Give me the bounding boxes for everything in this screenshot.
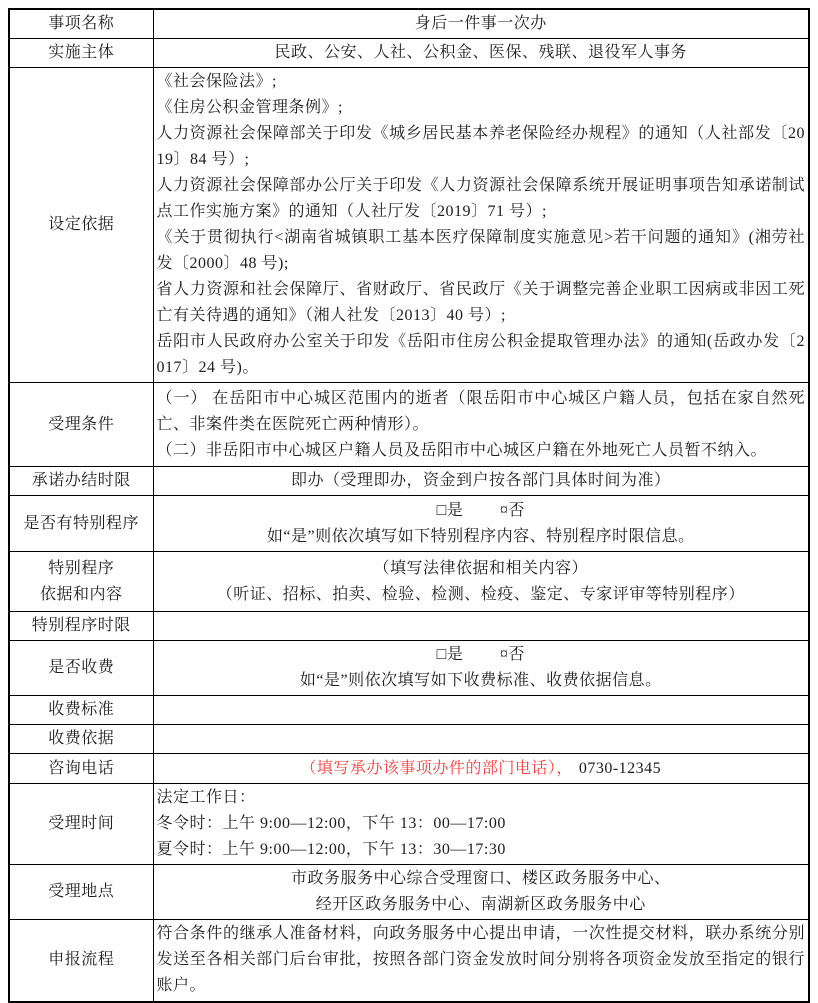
consultation-phone-label: 咨询电话 xyxy=(9,754,153,784)
table-row-implementing-agency xyxy=(9,39,809,68)
special-procedure-time-limit-label: 特别程序时限 xyxy=(9,612,153,641)
table-row-special-procedure-flag xyxy=(9,496,809,552)
legal-basis-value xyxy=(153,68,809,383)
special-procedure-flag-label: 是否有特别程序 xyxy=(9,496,153,552)
legal-basis-label: 设定依据 xyxy=(9,68,153,383)
table-row-acceptance-conditions xyxy=(9,383,809,467)
legal-basis-line: 岳阳市人民政府办公室关于印发《岳阳市住房公积金提取管理办法》的通知(岳政办发〔2017〕24 号)。 xyxy=(156,333,805,376)
table-row-special-procedure-time-limit xyxy=(9,612,809,641)
fee-basis-value xyxy=(153,725,809,754)
special-procedure-basis-hint2: （听证、招标、拍卖、检验、检测、检疫、鉴定、专家评审等特别程序） xyxy=(216,585,745,603)
fee-standard-value xyxy=(153,696,809,725)
special-procedure-basis-hint1: （填写法律依据和相关内容） xyxy=(373,559,588,577)
table-row-special-procedure-basis xyxy=(9,552,809,612)
table-row-promised-completion-time xyxy=(9,467,809,496)
table-row-fee-flag xyxy=(9,641,809,696)
legal-basis-line: 《关于贯彻执行<湖南省城镇职工基本医疗保障制度实施意见>若干问题的通知》(湘劳社发〔2000〕48 号); xyxy=(156,229,805,272)
acceptance-location-line: 经开区政务服务中心、南湖新区政务服务中心 xyxy=(315,896,646,913)
special-procedure-time-limit-value xyxy=(153,612,809,641)
promised-completion-time-label: 承诺办结时限 xyxy=(9,467,153,496)
checkbox-yes-icon: □是 xyxy=(436,501,464,519)
table-row-legal-basis xyxy=(9,68,809,383)
consultation-phone-number: 0730-12345 xyxy=(578,759,662,777)
acceptance-hours-line: 法定工作日： xyxy=(156,789,256,806)
acceptance-location-value xyxy=(153,865,809,920)
acceptance-conditions-label: 受理条件 xyxy=(9,383,153,467)
legal-basis-line: 省人力资源和社会保障厅、省财政厅、省民政厅《关于调整完善企业职工因病或非因工死亡有关待遇的通知》（湘人社发〔2013〕40 号）; xyxy=(156,281,805,324)
legal-basis-line: 《住房公积金管理条例》; xyxy=(156,99,343,116)
special-procedure-flag-value xyxy=(153,496,809,552)
table-row-acceptance-location xyxy=(9,865,809,920)
acceptance-hours-line: 冬令时：上午 9:00—12:00，下午 13：00—17:00 xyxy=(156,815,506,832)
acceptance-condition-paragraph: （二）非岳阳市中心城区户籍人员及岳阳市中心城区户籍在外地死亡人员暂不纳入。 xyxy=(156,441,768,459)
consultation-phone-value xyxy=(153,754,809,784)
item-name-label: 事项名称 xyxy=(9,9,153,39)
service-item-table xyxy=(8,8,810,1003)
checkbox-yes-icon: □是 xyxy=(436,646,464,663)
table-row-acceptance-hours xyxy=(9,784,809,865)
radio-no-icon: ¤否 xyxy=(499,646,525,663)
fee-standard-label: 收费标准 xyxy=(9,696,153,725)
promised-completion-time-value: 即办（受理即办，资金到户按各部门具体时间为准） xyxy=(153,467,809,496)
special-procedure-basis-label xyxy=(9,552,153,612)
table-row-fee-basis xyxy=(9,725,809,754)
table-row-application-process xyxy=(9,920,809,1002)
special-procedure-basis-label-line2: 依据和内容 xyxy=(39,585,123,603)
item-name-value: 身后一件事一次办 xyxy=(153,9,809,39)
special-procedure-note: 如“是”则依次填写如下特别程序内容、特别程序时限信息。 xyxy=(266,527,695,545)
acceptance-condition-paragraph: （一） 在岳阳市中心城区范围内的逝者（限岳阳市中心城区户籍人员，包括在家自然死亡、非案件类在医院死亡两种情形）。 xyxy=(156,389,805,433)
fee-flag-choices xyxy=(157,642,806,668)
application-process-value: 符合条件的继承人准备材料，向政务服务中心提出申请，一次性提交材料，联办系统分别发送至各相关部门后台审批，按照各部门资金发放时间分别将各项资金发放至指定的银行账户。 xyxy=(153,920,809,1002)
application-process-label: 申报流程 xyxy=(9,920,153,1002)
legal-basis-line: 人力资源社会保障部办公厅关于印发《人力资源社会保障系统开展证明事项告知承诺制试点工作实施方案》的通知（人社厅发〔2019〕71 号）; xyxy=(156,177,805,220)
acceptance-location-label: 受理地点 xyxy=(9,865,153,920)
implementing-agency-label: 实施主体 xyxy=(9,39,153,68)
acceptance-hours-value xyxy=(153,784,809,865)
table-row-consultation-phone xyxy=(9,754,809,784)
acceptance-location-line: 市政务服务中心综合受理窗口、楼区政务服务中心、 xyxy=(290,870,671,887)
table-row-item-name xyxy=(9,9,809,39)
legal-basis-line: 人力资源社会保障部关于印发《城乡居民基本养老保险经办规程》的通知（人社部发〔2019〕84 号）; xyxy=(156,125,805,168)
table-row-fee-standard xyxy=(9,696,809,725)
fee-basis-label: 收费依据 xyxy=(9,725,153,754)
radio-no-icon: ¤否 xyxy=(499,501,525,519)
special-procedure-basis-label-line1: 特别程序 xyxy=(48,559,115,577)
consultation-phone-placeholder-note: （填写承办该事项办件的部门电话）， xyxy=(300,759,573,777)
special-procedure-choices xyxy=(157,498,806,524)
acceptance-hours-label: 受理时间 xyxy=(9,784,153,865)
special-procedure-basis-value xyxy=(153,552,809,612)
fee-flag-note: 如“是”则依次填写如下收费标准、收费依据信息。 xyxy=(299,672,662,689)
acceptance-conditions-value xyxy=(153,383,809,467)
fee-flag-value xyxy=(153,641,809,696)
implementing-agency-value: 民政、公安、人社、公积金、医保、残联、退役军人事务 xyxy=(153,39,809,68)
acceptance-hours-line: 夏令时：上午 9:00—12:00，下午 13：30—17:30 xyxy=(156,841,506,858)
fee-flag-label: 是否收费 xyxy=(9,641,153,696)
legal-basis-line: 《社会保险法》; xyxy=(156,73,277,90)
